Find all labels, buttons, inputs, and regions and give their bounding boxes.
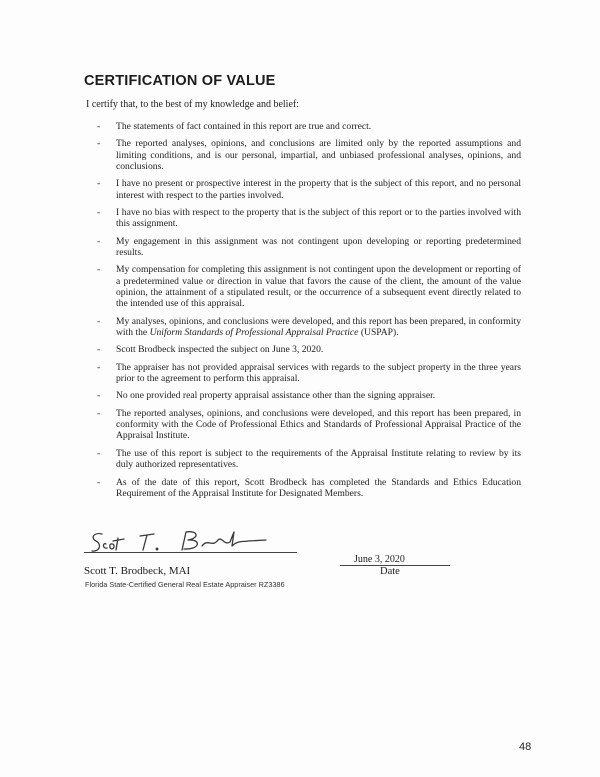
intro-text: I certify that, to the best of my knowledge and belief:	[86, 99, 299, 110]
list-item	[97, 408, 521, 442]
bullet-dash: -	[97, 138, 101, 150]
date-label: Date	[380, 566, 400, 577]
bullet-dash: -	[97, 344, 101, 356]
item-text: The appraiser has not provided appraisal services with regards to the subject property in the three years prior to the agreement to perform this appraisal.	[116, 361, 521, 385]
signer-name: Scott T. Brodbeck, MAI	[84, 565, 191, 577]
page-title: CERTIFICATION OF VALUE	[84, 73, 276, 89]
item-emphasis: Uniform Standards of Professional Appraisal Practice	[149, 327, 359, 339]
bullet-dash: -	[97, 407, 101, 419]
list-item	[97, 236, 521, 259]
item-text: Scott Brodbeck inspected the subject on June 3, 2020.	[116, 344, 324, 356]
list-item	[97, 362, 521, 385]
bullet-dash: -	[97, 121, 101, 132]
list-item	[97, 316, 521, 339]
bullet-dash: -	[97, 361, 101, 373]
bullet-dash: -	[97, 264, 101, 276]
item-text: My engagement in this assignment was not contingent upon developing or reporting predetermined results.	[116, 235, 521, 259]
item-text: No one provided real property appraisal assistance other than the signing appraiser.	[116, 390, 436, 402]
item-text: The reported analyses, opinions, and conclusions were developed, and this report has been prepared, in conformity with the Code of Professional Ethics and Standards of Professional Appraisal Practice of the Appraisal Institute.	[116, 407, 521, 442]
item-text: I have no bias with respect to the property that is the subject of this report or to the parties involved with this assignment.	[116, 207, 521, 230]
bullet-dash: -	[97, 235, 101, 247]
item-text: (USPAP).	[358, 327, 399, 339]
item-text: The reported analyses, opinions, and conclusions are limited only by the reported assumptions and limiting conditions, and is our personal, impartial, and unbiased professional analyses, opinions, and conclusions.	[116, 138, 521, 172]
list-item	[97, 344, 521, 355]
license-text: Florida State-Certified General Real Estate Appraiser RZ3386	[85, 580, 285, 589]
list-item	[97, 477, 521, 500]
list-item	[97, 448, 521, 471]
list-item	[97, 264, 521, 309]
item-text: The statements of fact contained in this report are true and correct.	[116, 121, 372, 132]
certification-list	[97, 121, 521, 505]
list-item	[97, 207, 521, 230]
item-text: As of the date of this report, Scott Brodbeck has completed the Standards and Ethics Education Requirement of the Appraisal Institute for Designated Members.	[116, 476, 521, 499]
bullet-dash: -	[97, 207, 101, 219]
bullet-dash: -	[97, 315, 101, 327]
bullet-dash: -	[97, 390, 101, 402]
item-text: My compensation for completing this assignment is not contingent upon the development or reporting of a predetermined value or direction in value that favors the cause of the client, the amount of the value opinion, the attainment of a stipulated result, or the occurrence of a subsequent event directly related to the intended use of this appraisal.	[116, 264, 521, 310]
signature-date: June 3, 2020	[354, 554, 405, 565]
list-item	[97, 121, 521, 132]
item-text: I have no present or prospective interest in the property that is the subject of this report, and no personal interest with respect to the parties involved.	[116, 178, 521, 201]
item-text: My analyses, opinions, and conclusions were developed, and this report has been prepared, in conformity with the	[116, 315, 521, 339]
page-number: 48	[519, 741, 532, 753]
bullet-dash: -	[97, 178, 101, 190]
bullet-dash: -	[97, 447, 101, 459]
list-item	[97, 138, 521, 172]
bullet-dash: -	[97, 476, 101, 488]
signature-line	[84, 552, 297, 553]
list-item	[97, 178, 521, 201]
list-item	[97, 390, 521, 401]
item-text: The use of this report is subject to the requirements of the Appraisal Institute relating to review by its duly authorized representatives.	[116, 447, 521, 471]
